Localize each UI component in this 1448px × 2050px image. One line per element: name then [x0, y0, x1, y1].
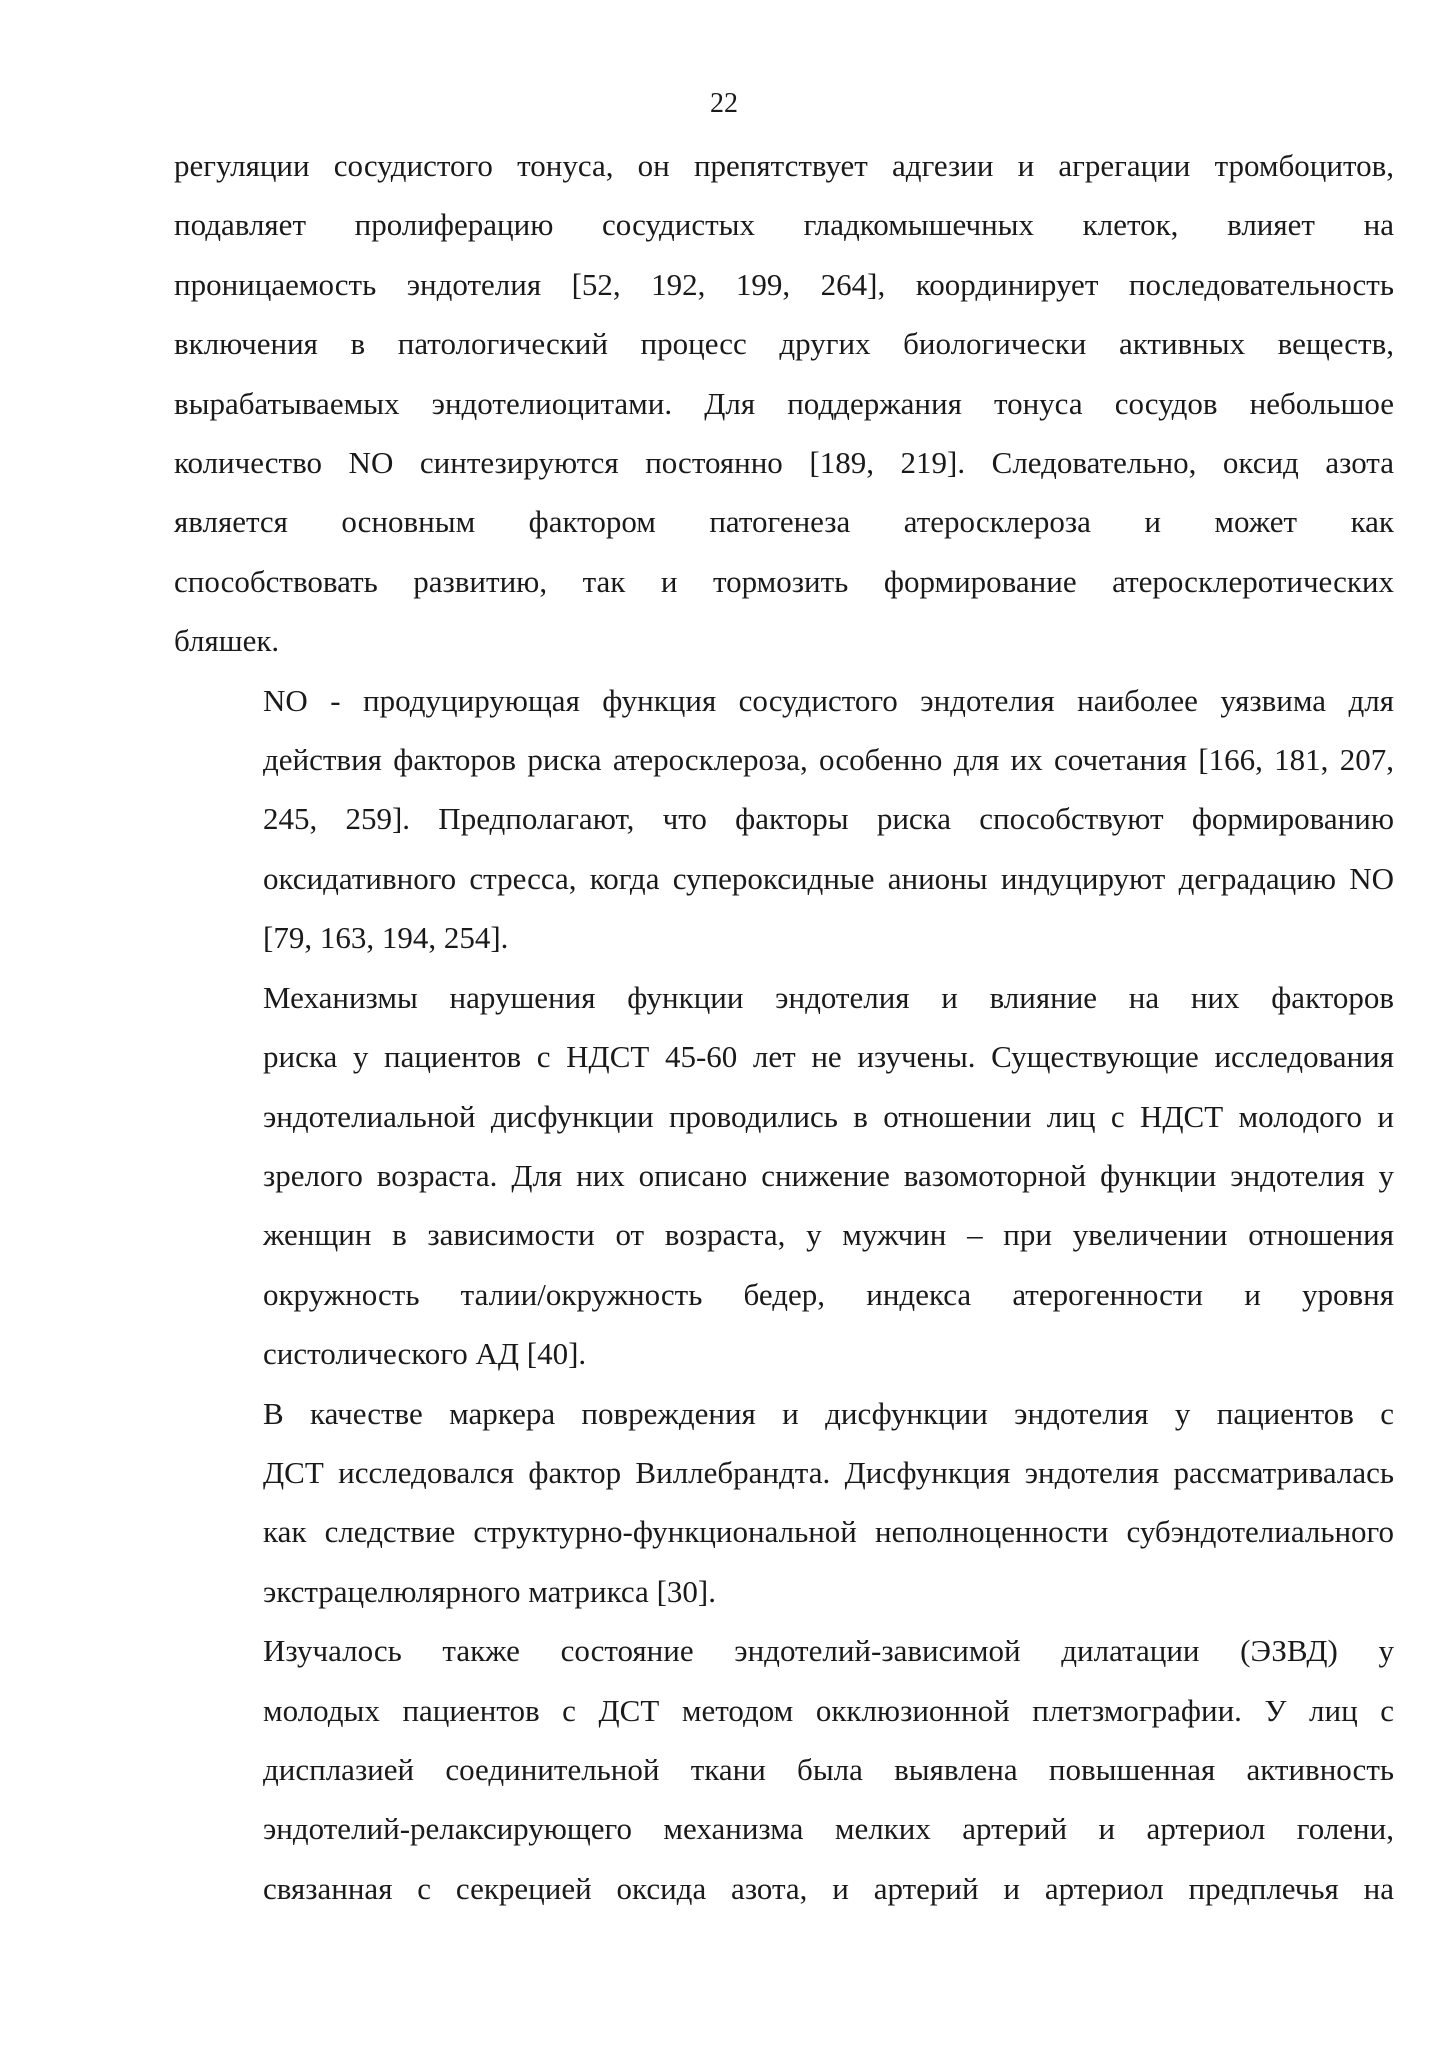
- paragraph: [174, 1384, 1394, 1622]
- text-line: [79, 163, 194, 254].: [263, 920, 509, 956]
- text-line: включения в патологический процесс других биологически активных веществ,: [174, 326, 1394, 362]
- text-line: окружность талии/окружность бедер, индекса атерогенности и уровня: [263, 1276, 1394, 1312]
- text-line: 245, 259]. Предполагают, что факторы риска способствуют формированию: [263, 801, 1394, 837]
- text-line: способствовать развитию, так и тормозить формирование атеросклеротических: [174, 563, 1394, 599]
- text-line: вырабатываемых эндотелиоцитами. Для поддержания тонуса сосудов небольшое: [174, 385, 1394, 421]
- page-number: 22: [710, 88, 738, 119]
- text-line: проницаемость эндотелия [52, 192, 199, 264], координирует последовательность: [174, 266, 1394, 302]
- text-line: дисплазией соединительной ткани была выявлена повышенная активность: [263, 1751, 1394, 1787]
- text-line: связанная с секрецией оксида азота, и артерий и артериол предплечья на: [263, 1870, 1394, 1906]
- text-line: действия факторов риска атеросклероза, особенно для их сочетания [166, 181, 207,: [263, 742, 1394, 778]
- text-line: экстрацелюлярного матрикса [30].: [263, 1573, 716, 1609]
- text-line: количество NO синтезируются постоянно [189, 219]. Следовательно, оксид азота: [174, 445, 1394, 481]
- text-line: эндотелий-релаксирующего механизма мелких артерий и артериол голени,: [263, 1811, 1394, 1847]
- body-text: [174, 136, 1394, 1918]
- text-line: молодых пациентов с ДСТ методом окклюзионной плетзмографии. У лиц с: [263, 1692, 1394, 1728]
- text-line: зрелого возраста. Для них описано снижение вазомоторной функции эндотелия у: [263, 1157, 1394, 1193]
- paragraph: [174, 671, 1394, 968]
- text-line: эндотелиальной дисфункции проводились в отношении лиц с НДСТ молодого и: [263, 1098, 1394, 1134]
- paragraph: [174, 968, 1394, 1384]
- text-line: как следствие структурно-функциональной неполноценности субэндотелиального: [263, 1514, 1394, 1550]
- text-line: систолического АД [40].: [263, 1336, 587, 1372]
- text-line: является основным фактором патогенеза атеросклероза и может как: [174, 504, 1394, 540]
- paragraph: [174, 136, 1394, 671]
- text-line: подавляет пролиферацию сосудистых гладкомышечных клеток, влияет на: [174, 207, 1394, 243]
- paragraph: [174, 1621, 1394, 1918]
- text-line: женщин в зависимости от возраста, у мужчин – при увеличении отношения: [263, 1217, 1394, 1253]
- text-line: бляшек.: [174, 623, 280, 659]
- text-line: Изучалось также состояние эндотелий-зависимой дилатации (ЭЗВД) у: [263, 1633, 1394, 1669]
- text-line: Механизмы нарушения функции эндотелия и влияние на них факторов: [263, 979, 1394, 1015]
- text-line: ДСТ исследовался фактор Виллебрандта. Дисфункция эндотелия рассматривалась: [263, 1454, 1394, 1490]
- text-line: NO - продуцирующая функция сосудистого эндотелия наиболее уязвима для: [263, 682, 1394, 718]
- text-line: оксидативного стресса, когда супероксидные анионы индуцируют деградацию NO: [263, 860, 1394, 896]
- text-line: риска у пациентов с НДСТ 45-60 лет не изучены. Существующие исследования: [263, 1039, 1394, 1075]
- text-line: регуляции сосудистого тонуса, он препятствует адгезии и агрегации тромбоцитов,: [174, 148, 1394, 183]
- text-line: В качестве маркера повреждения и дисфункции эндотелия у пациентов с: [263, 1395, 1394, 1431]
